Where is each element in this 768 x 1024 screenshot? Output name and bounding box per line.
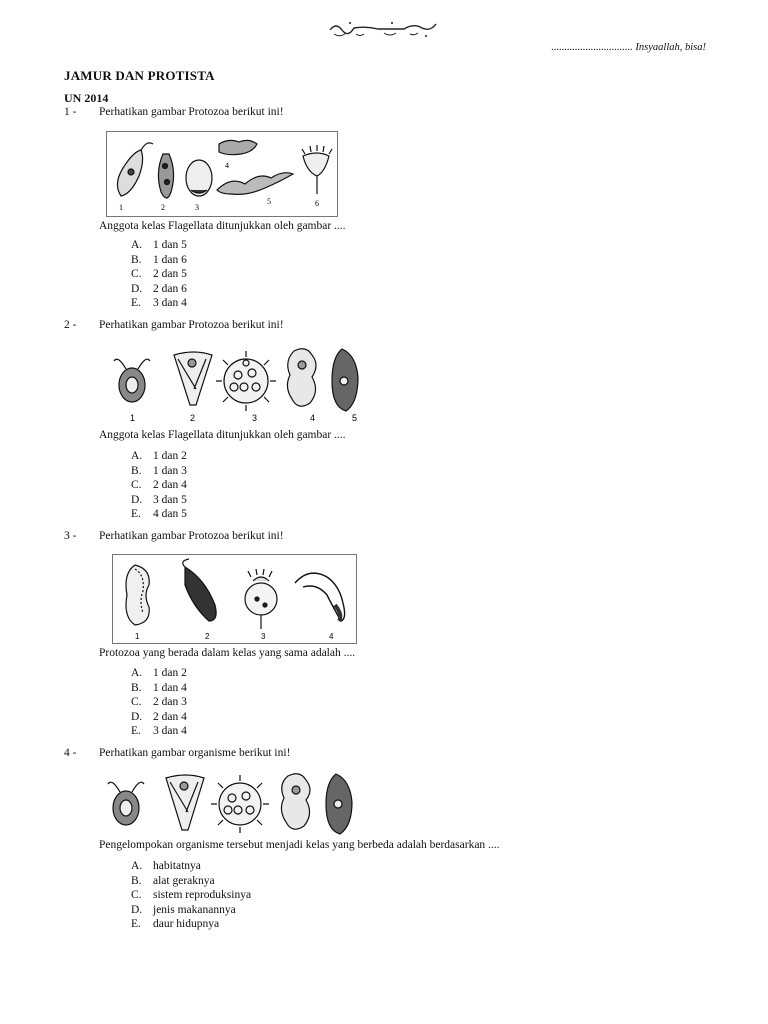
question-1-options	[131, 238, 187, 311]
q3-fig-label-4: 4	[329, 632, 334, 641]
organism-3-radiolaria	[216, 351, 276, 411]
q1-fig-label-1: 1	[119, 203, 123, 212]
question-1-text: Anggota kelas Flagellata ditunjukkan oleh gambar ....	[99, 220, 346, 232]
organism-radiolaria	[211, 775, 269, 833]
question-4-prompt: Perhatikan gambar organisme berikut ini!	[99, 747, 291, 759]
question-3-figure	[112, 554, 357, 644]
option-1b[interactable]: B. 1 dan 6	[131, 253, 187, 266]
organism-2-trichonympha	[174, 352, 212, 405]
basmala-calligraphy	[326, 14, 440, 40]
protozoa-3	[186, 160, 212, 196]
q3-fig-label-1: 1	[135, 632, 140, 641]
question-4-options	[131, 859, 251, 932]
option-4a[interactable]: A. habitatnya	[131, 860, 201, 872]
q1-fig-label-6: 6	[315, 199, 319, 208]
option-3a[interactable]: A. 1 dan 2	[131, 667, 187, 679]
question-2-figure	[106, 341, 368, 425]
option-2b[interactable]: B. 1 dan 3	[131, 464, 187, 477]
protozoa-1-paramecium	[126, 565, 149, 625]
q1-fig-label-3: 3	[195, 203, 199, 212]
option-1d[interactable]: D. 2 dan 6	[131, 282, 187, 295]
q1-fig-label-4: 4	[225, 161, 229, 170]
protozoa-1-euglena	[117, 143, 153, 196]
option-3d[interactable]: D. 2 dan 4	[131, 710, 187, 723]
protozoa-2	[158, 154, 173, 198]
option-1a[interactable]: A. 1 dan 5	[131, 239, 187, 251]
q1-fig-label-5: 5	[267, 197, 271, 206]
organism-paramecium	[326, 774, 352, 834]
option-2d[interactable]: D. 3 dan 5	[131, 493, 187, 506]
page-title: JAMUR DAN PROTISTA	[64, 68, 215, 83]
question-3-options	[131, 666, 187, 739]
q1-fig-label-2: 2	[161, 203, 165, 212]
organism-chlamydomonas	[108, 782, 144, 825]
question-1-prompt: Perhatikan gambar Protozoa berikut ini!	[99, 106, 284, 118]
organism-trichonympha	[166, 775, 204, 830]
option-2a[interactable]: A. 1 dan 2	[131, 450, 187, 462]
option-3b[interactable]: B. 1 dan 4	[131, 681, 187, 694]
motto-text: ............................... Insyaallah, bisa!	[551, 42, 706, 53]
organism-4-amoeba	[287, 349, 316, 406]
q2-fig-label-3: 3	[252, 413, 258, 423]
organism-5-paramecium	[332, 349, 358, 411]
question-4-number: 4 -	[64, 747, 77, 759]
protozoa-3-vorticella	[245, 569, 277, 629]
q3-fig-label-3: 3	[261, 632, 266, 641]
protozoa-4-trypanosoma	[295, 573, 345, 621]
q3-fig-label-2: 2	[205, 632, 210, 641]
protozoa-6-vorticella	[302, 145, 332, 194]
question-1-figure	[106, 131, 338, 217]
option-4b[interactable]: B. alat geraknya	[131, 874, 215, 887]
option-4e[interactable]: E. daur hidupnya	[131, 918, 220, 930]
exam-year: UN 2014	[64, 91, 109, 105]
question-2-text: Anggota kelas Flagellata ditunjukkan oleh gambar ....	[99, 429, 346, 441]
option-3c[interactable]: C. 2 dan 3	[131, 696, 187, 708]
question-1-number: 1 -	[64, 106, 77, 118]
q2-fig-label-1: 1	[130, 413, 136, 423]
question-3-text: Protozoa yang berada dalam kelas yang sama adalah ....	[99, 647, 356, 659]
q2-fig-label-2: 2	[190, 413, 196, 423]
protozoa-4	[219, 140, 257, 154]
option-2e[interactable]: E. 4 dan 5	[131, 508, 187, 520]
option-4d[interactable]: D. jenis makanannya	[131, 903, 236, 916]
q2-fig-label-5: 5	[352, 413, 358, 423]
option-1e[interactable]: E. 3 dan 4	[131, 297, 187, 309]
option-3e[interactable]: E. 3 dan 4	[131, 725, 187, 737]
question-4-text: Pengelompokan organisme tersebut menjadi kelas yang berbeda adalah berdasarkan ....	[99, 839, 500, 851]
option-1c[interactable]: C. 2 dan 5	[131, 268, 187, 280]
question-3-prompt: Perhatikan gambar Protozoa berikut ini!	[99, 530, 284, 542]
option-2c[interactable]: C. 2 dan 4	[131, 479, 187, 491]
question-4-figure	[100, 768, 362, 836]
question-2-prompt: Perhatikan gambar Protozoa berikut ini!	[99, 319, 284, 331]
organism-1-chlamydomonas	[114, 359, 150, 402]
question-3-number: 3 -	[64, 530, 77, 542]
protozoa-2-euglena	[183, 559, 216, 621]
q2-fig-label-4: 4	[310, 413, 316, 423]
option-4c[interactable]: C. sistem reproduksinya	[131, 889, 252, 901]
question-2-options	[131, 449, 187, 522]
question-2-number: 2 -	[64, 319, 77, 331]
organism-amoeba	[281, 774, 310, 829]
protozoa-5	[217, 173, 293, 195]
